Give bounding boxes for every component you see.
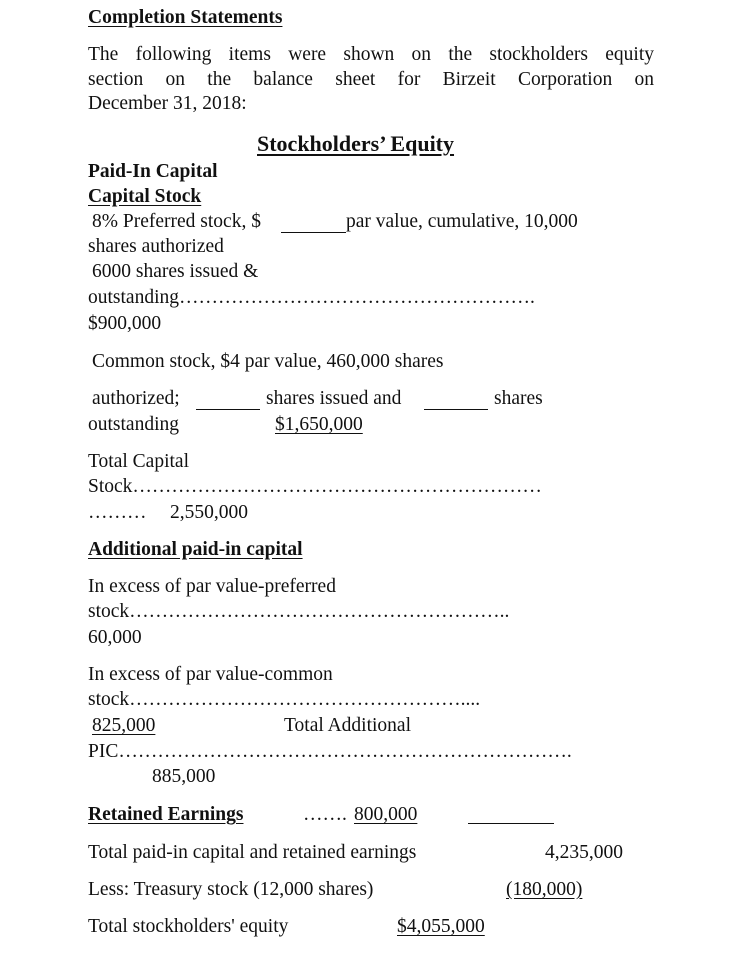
section-title: Stockholders’ Equity [257, 131, 455, 156]
page-heading: Completion Statements [88, 7, 283, 28]
common-excess-amount: 825,000 [92, 715, 156, 736]
preferred-stock-label-b: par value, cumulative, 10,000 [346, 211, 578, 232]
total-additional-label: Total Additional [284, 715, 411, 736]
total-paid-in-re-amount: 4,235,000 [545, 842, 623, 863]
intro-line-3: December 31, 2018: [88, 93, 247, 114]
intro-line-2: section on the balance sheet for Birzeit Corporation on [88, 69, 654, 90]
preferred-excess-line-1: In excess of par value-preferred [88, 576, 336, 597]
total-equity-label: Total stockholders' equity [88, 916, 289, 937]
preferred-stock-line-2: shares authorized [88, 236, 224, 257]
total-capital-stock-line-2: Stock……………………………………………………… [88, 476, 542, 497]
preferred-excess-line-2: stock………………………………………………….. [88, 601, 510, 622]
common-stock-amount: $1,650,000 [275, 414, 363, 435]
capital-stock-heading: Capital Stock [88, 186, 202, 207]
preferred-stock-amount: $900,000 [88, 313, 162, 334]
additional-pic-heading: Additional paid-in capital [88, 539, 303, 560]
common-excess-line-1: In excess of par value-common [88, 664, 333, 685]
preferred-stock-label-a: 8% Preferred stock, $ [92, 211, 261, 232]
common-issued-blank [196, 409, 260, 410]
total-capital-stock-line-1: Total Capital [88, 451, 189, 472]
retained-earnings-blank [468, 823, 554, 824]
intro-line-1: The following items were shown on the stockholders equity [88, 44, 654, 65]
total-capital-stock-amount: 2,550,000 [170, 502, 248, 523]
common-outstanding-blank [424, 409, 488, 410]
total-paid-in-re-label: Total paid-in capital and retained earnings [88, 842, 417, 863]
total-equity-amount: $4,055,000 [397, 916, 485, 937]
treasury-stock-amount: (180,000) [506, 879, 583, 900]
preferred-stock-line-3: 6000 shares issued & [92, 261, 259, 282]
total-additional-amount: 885,000 [152, 766, 216, 787]
retained-earnings-amount: 800,000 [354, 804, 418, 825]
common-outstanding-label: outstanding [88, 414, 179, 435]
preferred-stock-line-4: outstanding………………………………………………. [88, 287, 535, 308]
total-capital-stock-leader: ……… [88, 502, 147, 523]
total-additional-line-2: PIC……………………………………………………………. [88, 741, 572, 762]
paid-in-capital-heading: Paid-In Capital [88, 161, 218, 182]
preferred-par-blank [281, 232, 346, 233]
common-issued-label: shares issued and [266, 388, 402, 409]
common-shares-label: shares [494, 388, 543, 409]
preferred-excess-amount: 60,000 [88, 627, 142, 648]
common-excess-line-2: stock…………………………………………….... [88, 689, 481, 710]
common-authorized-label: authorized; [92, 388, 180, 409]
retained-earnings-leader: ……. [303, 804, 347, 825]
treasury-stock-label: Less: Treasury stock (12,000 shares) [88, 879, 374, 900]
common-stock-line-1: Common stock, $4 par value, 460,000 shares [92, 351, 444, 372]
retained-earnings-label: Retained Earnings [88, 804, 244, 825]
